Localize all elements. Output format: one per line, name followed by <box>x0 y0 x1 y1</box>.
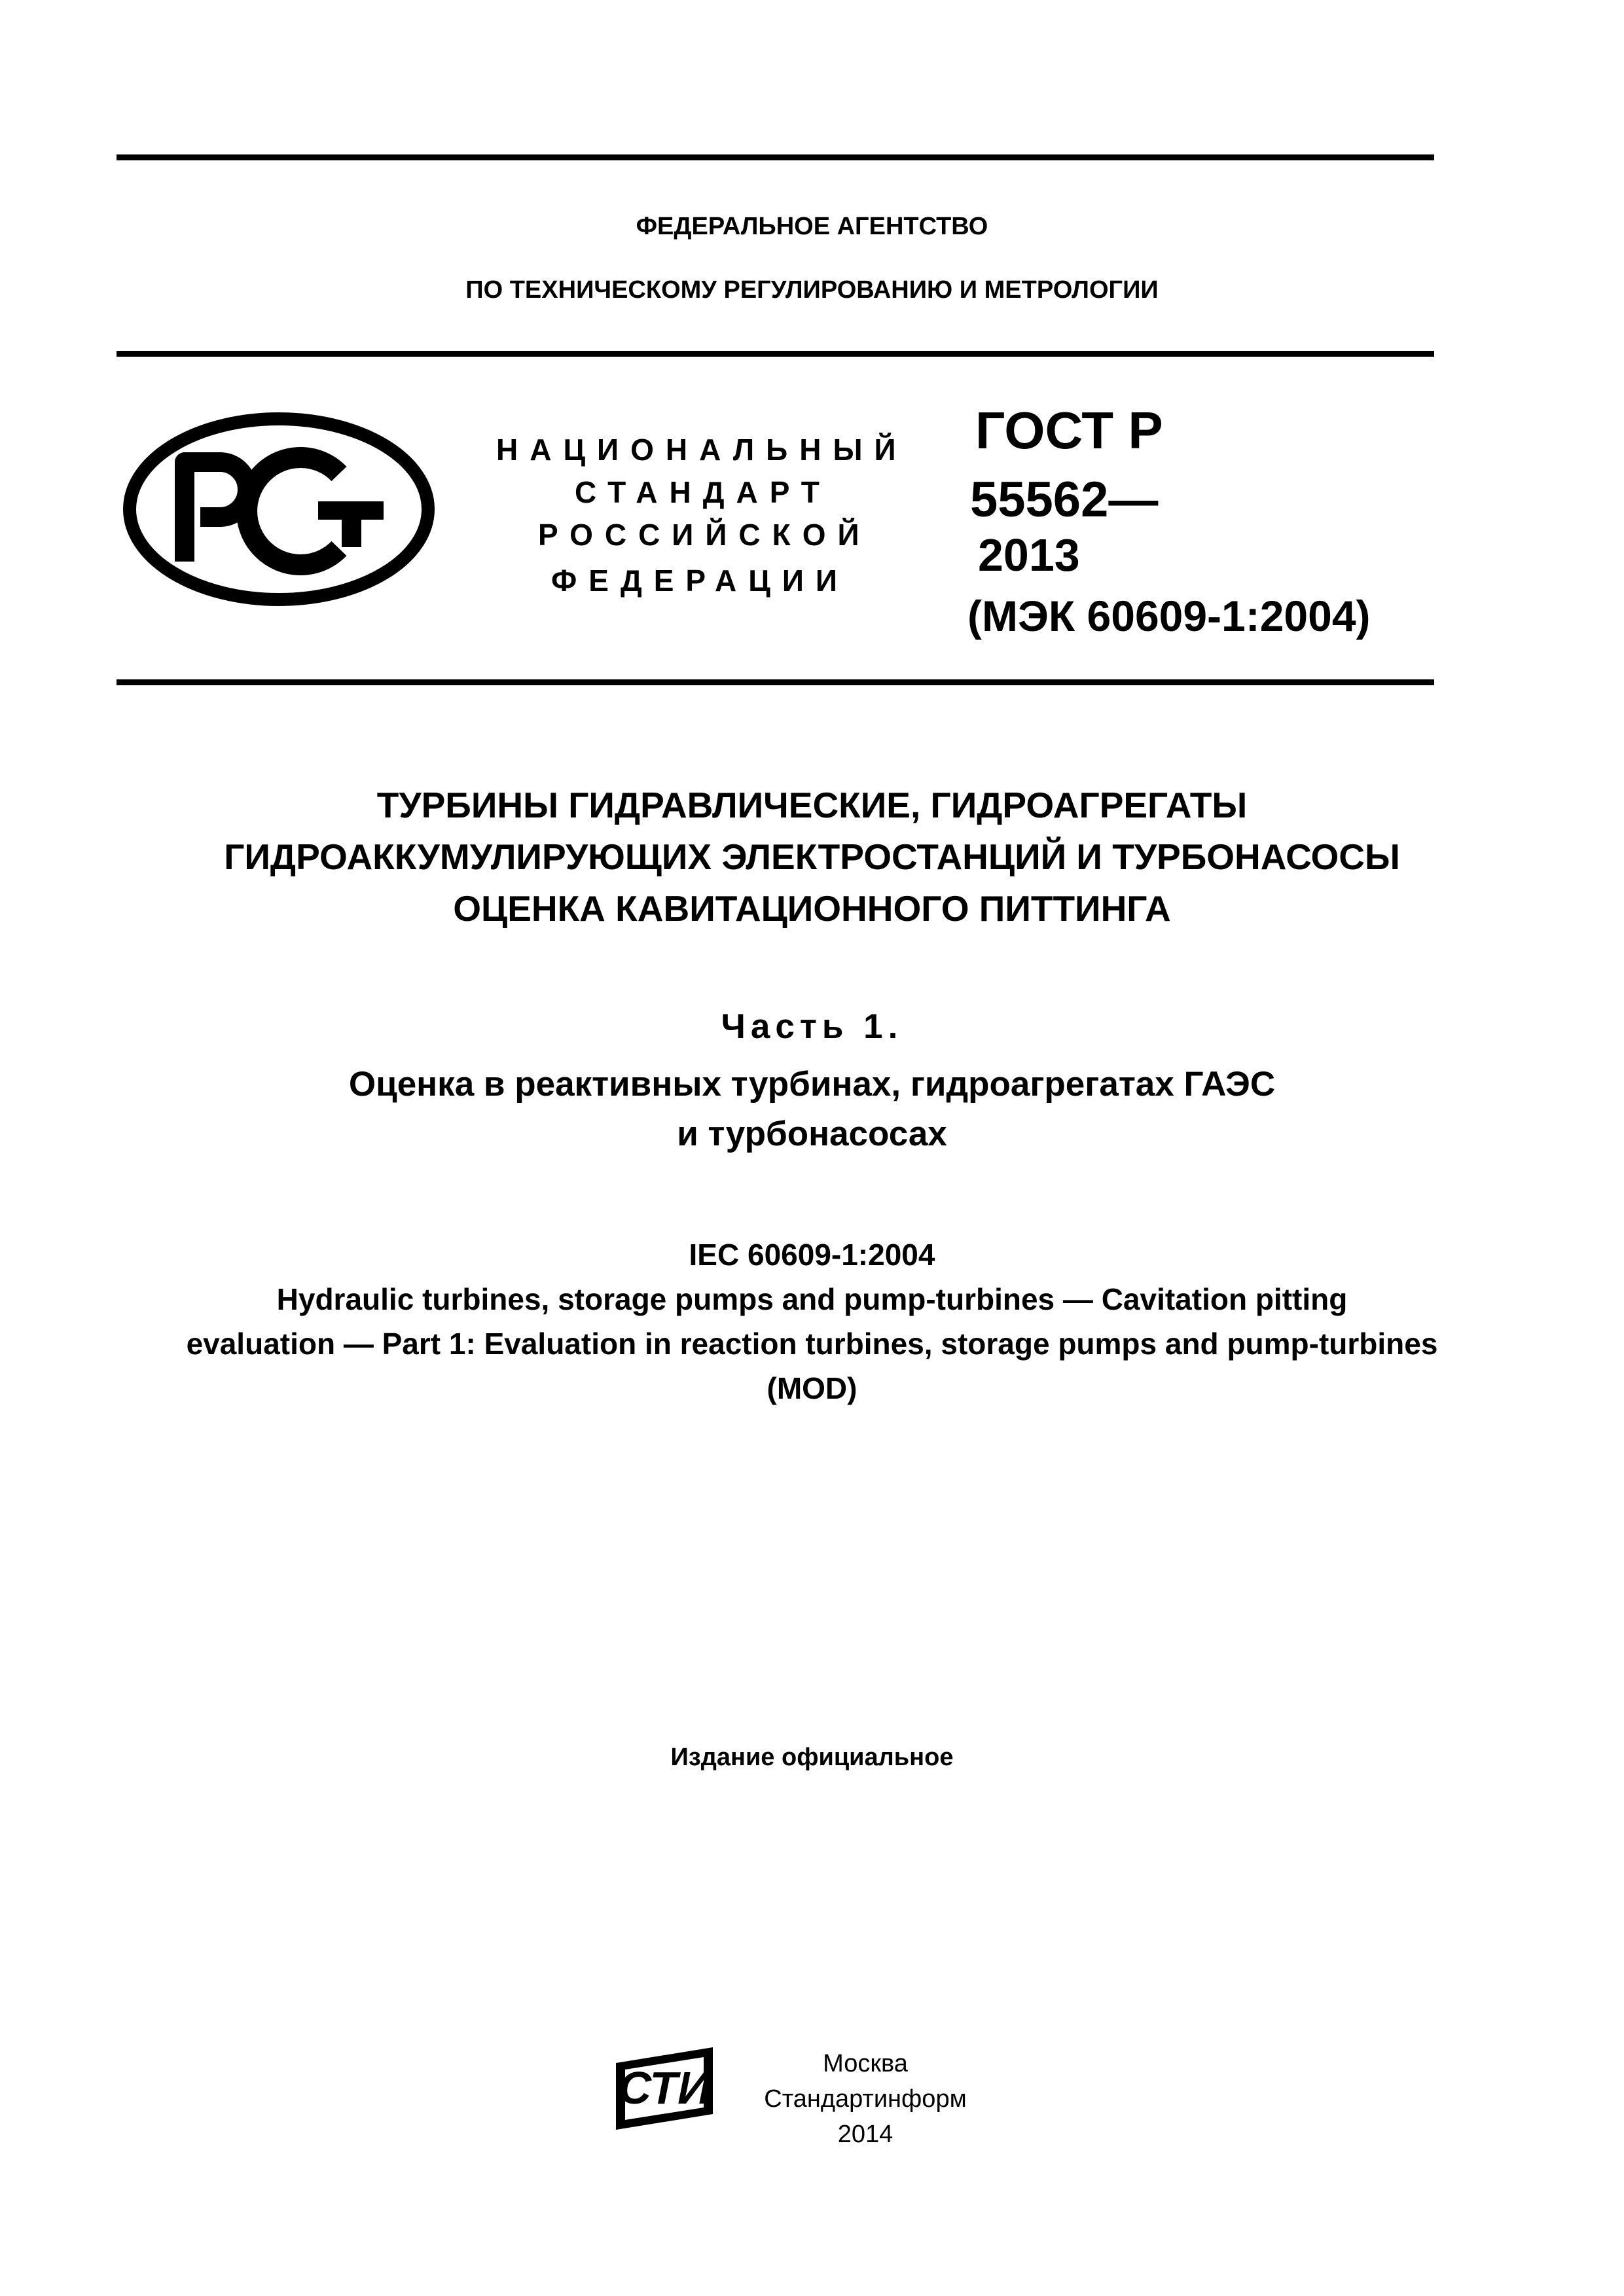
rst-certification-mark-icon <box>122 411 436 607</box>
agency-line-2: ПО ТЕХНИЧЕСКОМУ РЕГУЛИРОВАНИЮ И МЕТРОЛОГИИ <box>465 276 1159 304</box>
national-standard-line-3: РОССИЙСКОЙ <box>538 518 871 552</box>
top-rule <box>117 154 1434 160</box>
iec-title-line-1: Hydraulic turbines, storage pumps and pump-turbines — Cavitation pitting <box>276 1282 1348 1316</box>
part-title-line-2: и турбонасосах <box>677 1115 947 1153</box>
iec-title-line-3: (MOD) <box>767 1371 857 1405</box>
gost-designation-line-3: 2013 <box>978 529 1080 581</box>
designation-rule <box>117 679 1434 685</box>
title-line-2: ГИДРОАККУМУЛИРУЮЩИХ ЭЛЕКТРОСТАНЦИЙ И ТУРБОНАСОСЫ <box>224 836 1400 877</box>
publisher-city: Москва <box>823 2050 908 2077</box>
gost-designation-line-1: ГОСТ Р <box>975 401 1163 459</box>
part-label: Часть 1. <box>721 1007 903 1046</box>
header-rule <box>117 351 1434 357</box>
gost-designation-line-4: (МЭК 60609-1:2004) <box>967 592 1371 640</box>
edition-label: Издание официальное <box>670 1744 954 1771</box>
national-standard-line-2: СТАНДАРТ <box>575 475 831 509</box>
title-line-3: ОЦЕНКА КАВИТАЦИОННОГО ПИТТИНГА <box>453 888 1171 929</box>
national-standard-line-4: ФЕДЕРАЦИИ <box>551 564 849 598</box>
agency-line-1: ФЕДЕРАЛЬНОЕ АГЕНТСТВО <box>636 213 988 240</box>
logo-mark-text: СТИ <box>618 2062 711 2113</box>
gost-designation-line-2: 55562— <box>970 472 1159 528</box>
publisher-year: 2014 <box>837 2121 893 2148</box>
iec-title-line-2: evaluation — Part 1: Evaluation in reaction turbines, storage pumps and pump-turbines <box>186 1327 1438 1361</box>
iec-code: IEC 60609-1:2004 <box>689 1238 935 1272</box>
part-title-line-1: Оценка в реактивных турбинах, гидроагрегатах ГАЭС <box>348 1065 1276 1103</box>
publisher-name: Стандартинформ <box>764 2085 967 2113</box>
title-line-1: ТУРБИНЫ ГИДРАВЛИЧЕСКИЕ, ГИДРОАГРЕГАТЫ <box>376 785 1248 825</box>
national-standard-line-1: НАЦИОНАЛЬНЫЙ <box>496 433 908 467</box>
